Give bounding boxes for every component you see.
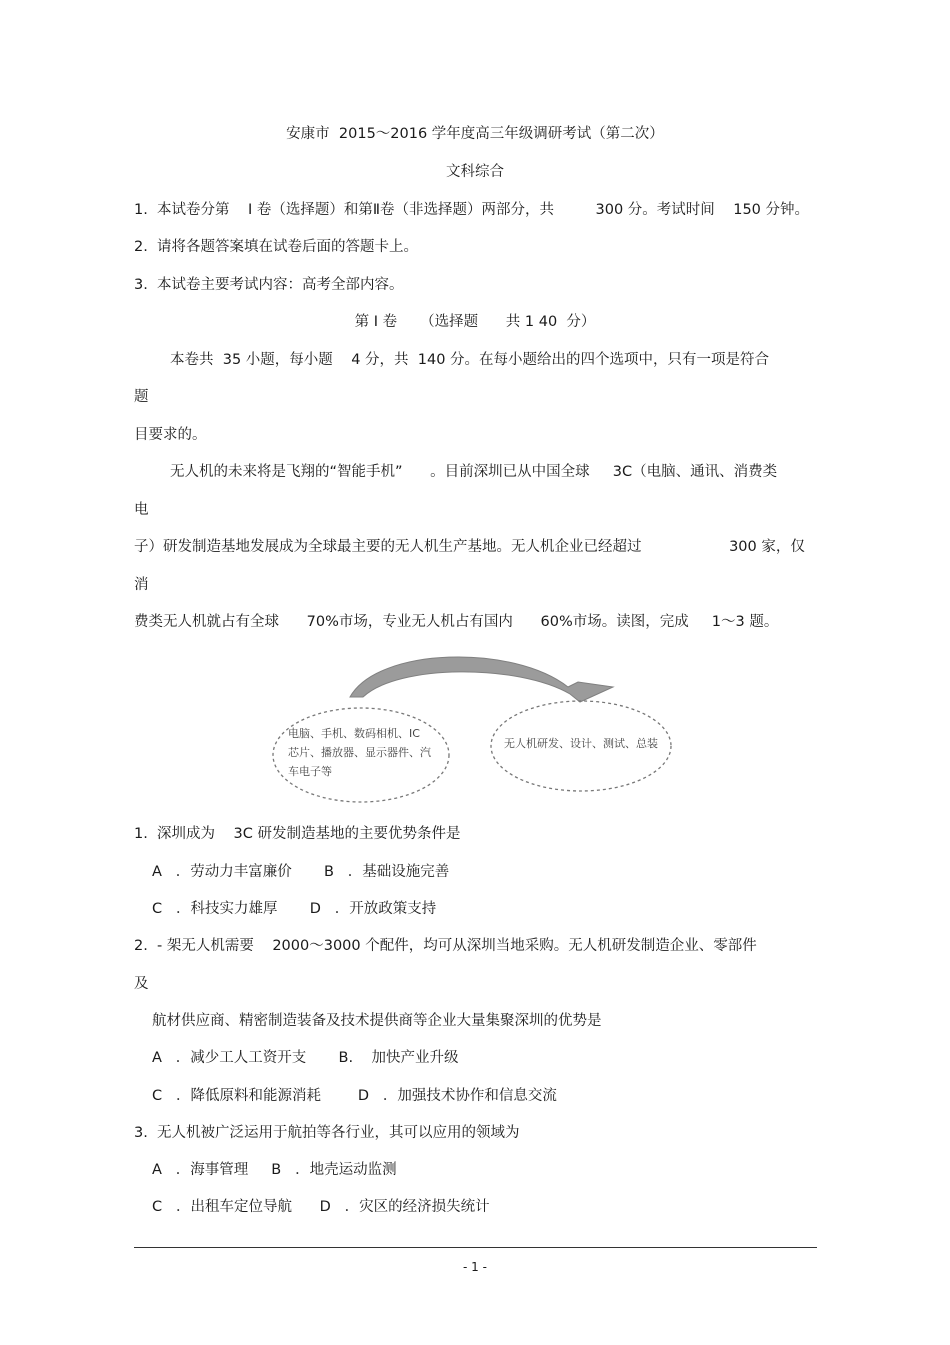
question-2-stem: 及 — [134, 976, 149, 992]
left-ellipse-text: 车电子等 — [288, 765, 332, 778]
question-2-stem: 2. - 架无人机需要 2000～3000 个配件，均可从深圳当地采购。无人机研发制造企业、零部件 — [134, 938, 757, 954]
left-ellipse-text: 芯片、播放器、显示器件、汽 — [288, 746, 431, 759]
passage-line: 费类无人机就占有全球 70%市场，专业无人机占有国内 60%市场。读图，完成 1～3 题。 — [134, 614, 779, 630]
question-1-stem: 1. 深圳成为 3C 研发制造基地的主要优势条件是 — [134, 826, 461, 842]
part1-intro-line: 目要求的。 — [134, 427, 207, 443]
left-ellipse-text: 电脑、手机、数码相机、IC — [288, 727, 420, 740]
exam-title: 安康市 2015～2016 学年度高三年级调研考试（第二次） — [286, 126, 664, 142]
passage-line: 无人机的未来将是飞翔的“智能手机” 。目前深圳已从中国全球 3C（电脑、通讯、消费类 — [170, 464, 778, 480]
question-1-options: A ．劳动力丰富廉价 B ．基础设施完善 — [152, 864, 450, 880]
question-3-options: C ．出租车定位导航 D ．灾区的经济损失统计 — [152, 1199, 490, 1215]
question-2-stem: 航材供应商、精密制造装备及技术提供商等企业大量集聚深圳的优势是 — [152, 1013, 602, 1029]
page-number: - 1 - — [463, 1260, 487, 1274]
exam-subject: 文科综合 — [446, 164, 504, 180]
part1-intro-line: 本卷共 35 小题，每小题 4 分，共 140 分。在每小题给出的四个选项中，只有一项是符合 — [170, 352, 770, 368]
passage-line: 子）研发制造基地发展成为全球最主要的无人机生产基地。无人机企业已经超过 300 家，仅 — [134, 539, 805, 555]
part1-intro-line: 题 — [134, 389, 149, 405]
passage-line: 消 — [134, 577, 149, 593]
question-2-options: C ．降低原料和能源消耗 D ．加强技术协作和信息交流 — [152, 1088, 557, 1104]
question-3-stem: 3. 无人机被广泛运用于航拍等各行业，其可以应用的领域为 — [134, 1125, 520, 1141]
question-2-options: A ．减少工人工资开支 B. 加快产业升级 — [152, 1050, 459, 1066]
question-3-options: A ．海事管理 B ．地壳运动监测 — [152, 1162, 397, 1178]
instruction-2: 2. 请将各题答案填在试卷后面的答题卡上。 — [134, 239, 419, 255]
footer-rule — [134, 1247, 817, 1248]
part1-heading: 第 Ⅰ 卷 （选择题 共 1 40 分） — [354, 314, 596, 330]
curved-arrow — [350, 657, 613, 702]
instruction-1: 1. 本试卷分第 Ⅰ 卷（选择题）和第Ⅱ卷（非选择题）两部分，共 300 分。考试时间 150 分钟。 — [134, 202, 809, 218]
industry-transfer-diagram — [268, 652, 688, 812]
instruction-3: 3. 本试卷主要考试内容：高考全部内容。 — [134, 277, 404, 293]
right-ellipse-text: 无人机研发、设计、测试、总装 — [504, 737, 658, 750]
passage-line: 电 — [134, 502, 149, 518]
question-1-options: C ．科技实力雄厚 D ．开放政策支持 — [152, 901, 437, 917]
